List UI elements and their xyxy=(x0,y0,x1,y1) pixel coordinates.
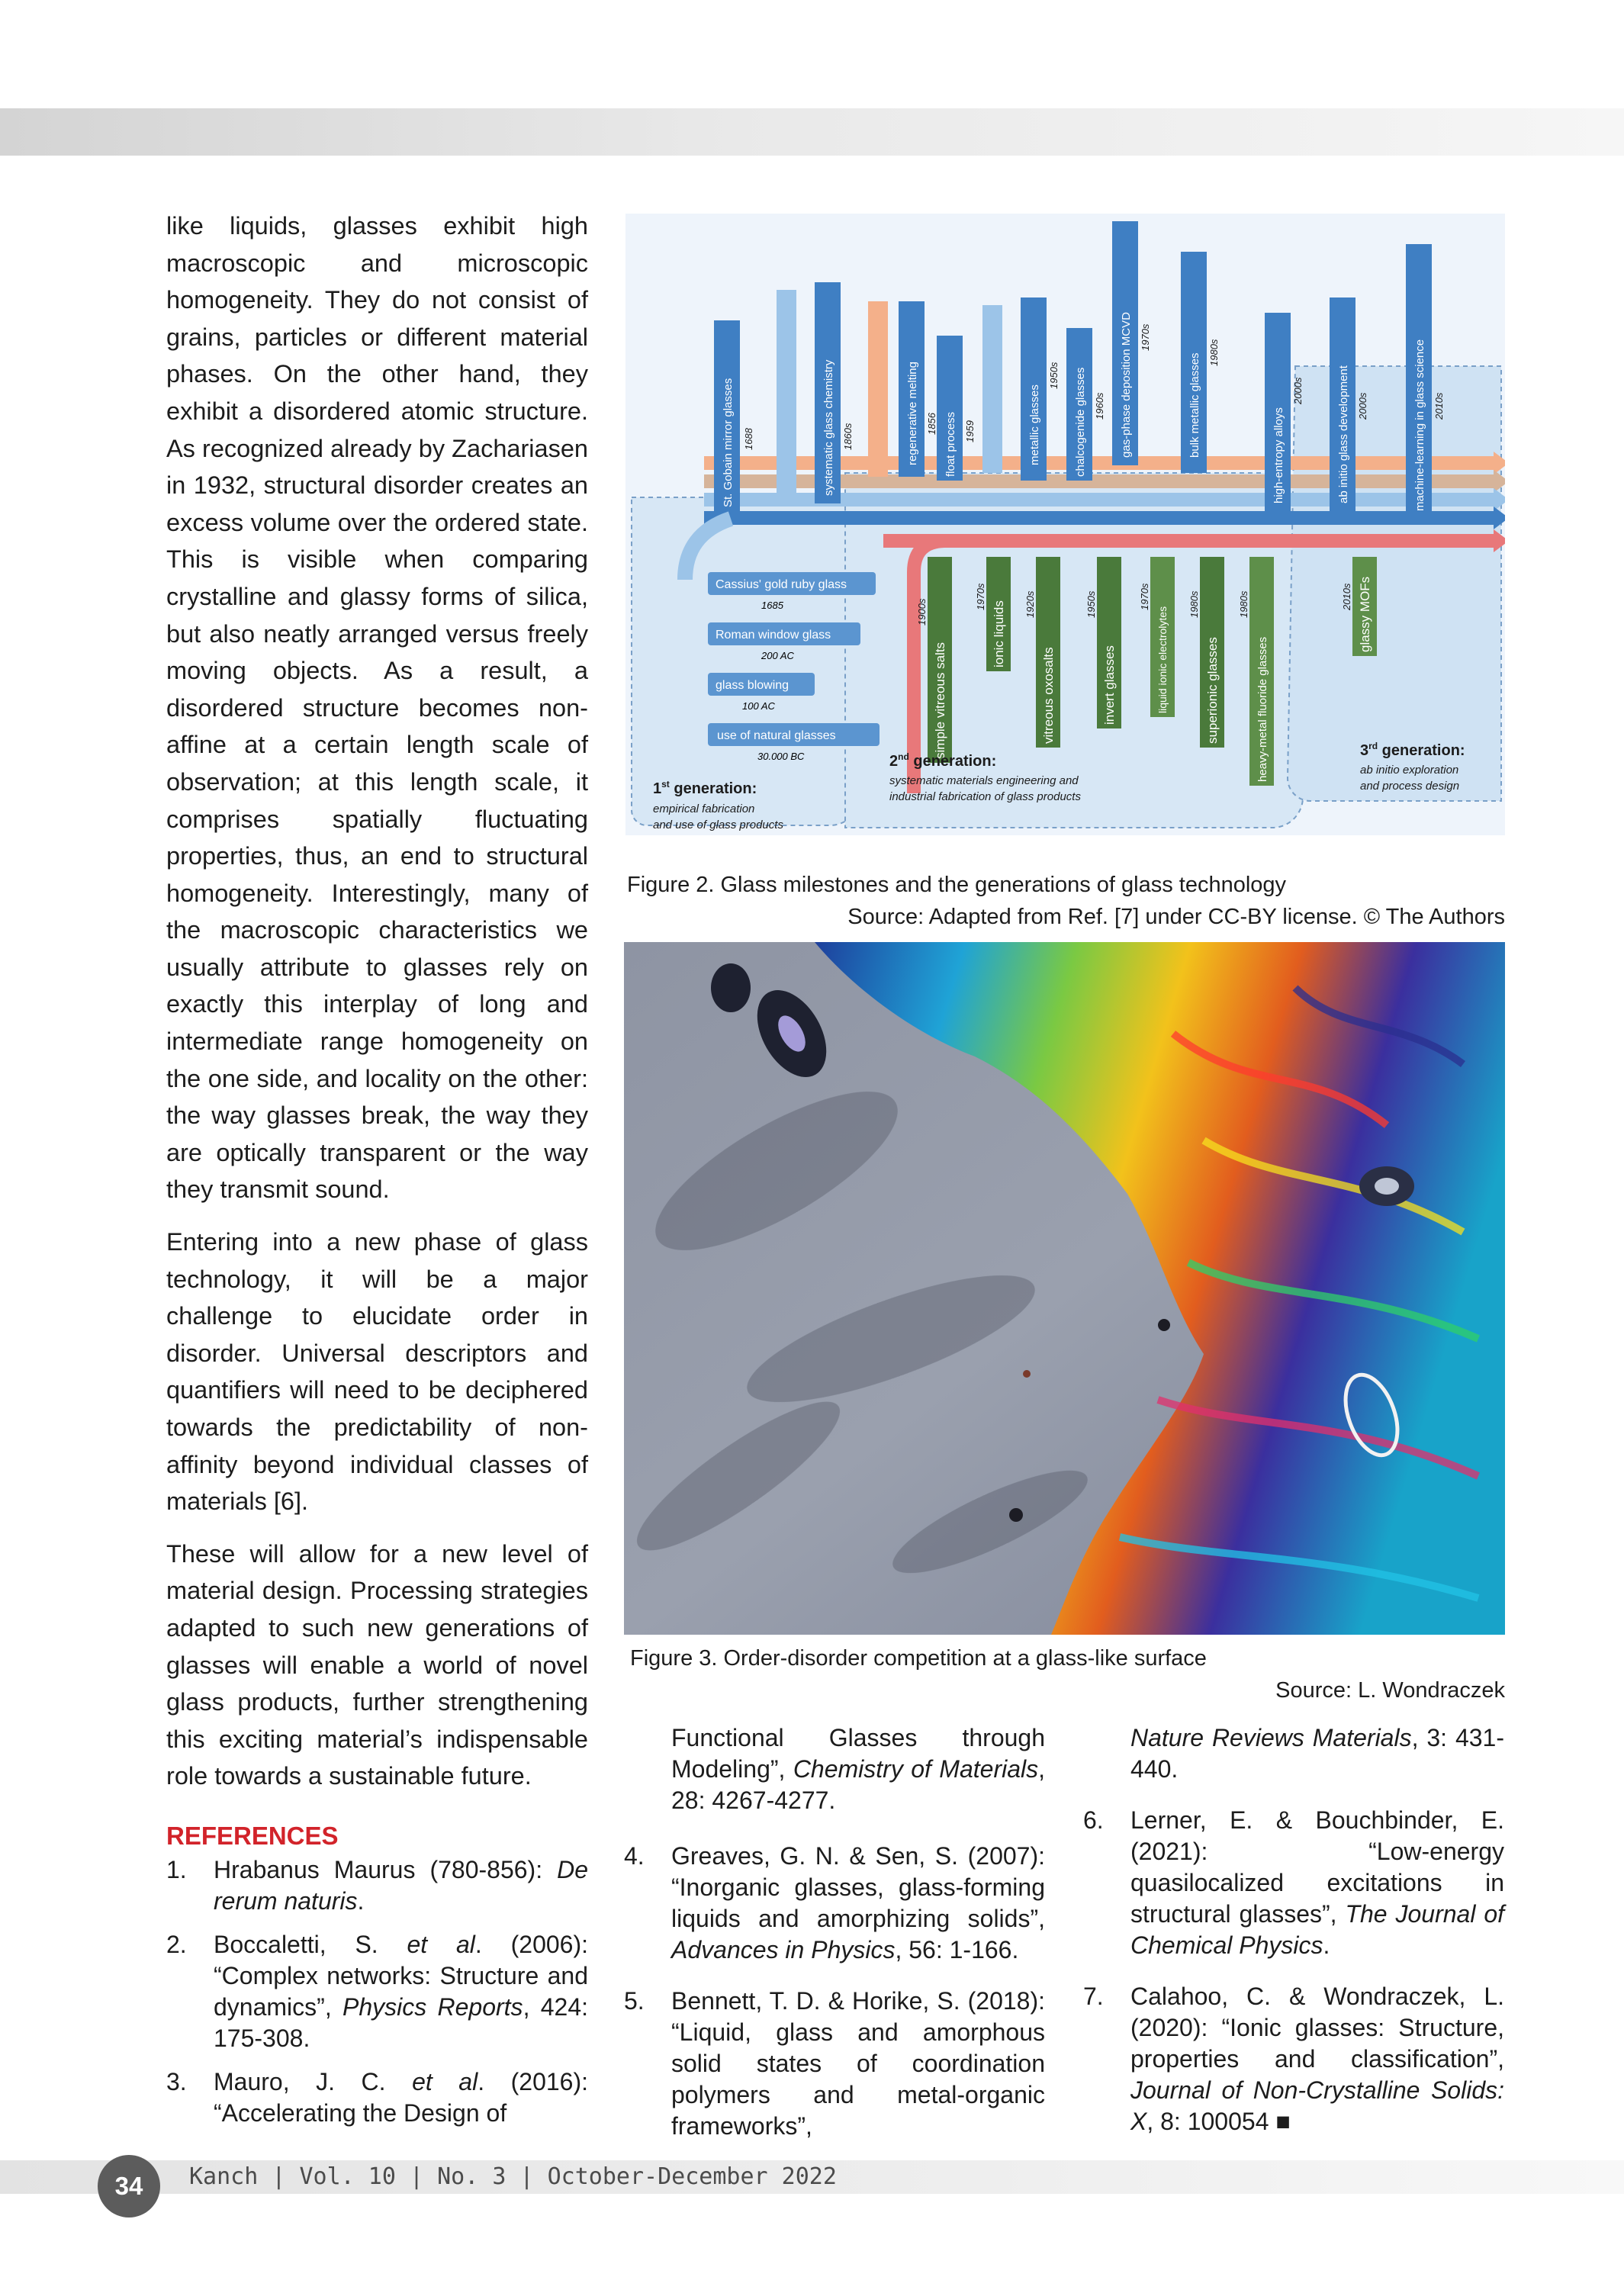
milestone-year: 1860s xyxy=(842,423,854,450)
milestone-label: ab initio glass development xyxy=(1337,365,1350,503)
milestone-label: gas-phase deposition MCVD xyxy=(1120,312,1133,458)
reference-4: 4. Greaves, G. N. & Sen, S. (2007): “Inorganic glasses, glass-forming liquids and amorphizing solids”, Advances in Physics, 56: 1-166. xyxy=(624,1842,1045,1963)
milestone-year: 1970s xyxy=(1140,323,1151,351)
body-paragraph: like liquids, glasses exhibit high macroscopic and microscopic homogeneity. They do not consist of grains, particles or different material phases. On the other hand, they exhibit a disordered atomic structure. As recognized already by Zachariasen in 1932, structural disorder creates an excess volume over the ordered state. This is visible when comparing crystalline and glassy forms of silica, but also neatly arranged versus freely moving objects. As a result, a disordered structure becomes non-affine at a certain length scale of observation; at this length scale, it comprises spatially fluctuating properties, thus, an end to structural homogeneity. Interestingly, many of the macroscopic characteristics we usually attribute to glasses rely on exactly this interplay of long and intermediate range homogeneity on the one side, and locality on the other: the way glasses break, the way they are optically transparent or the way they transmit sound. xyxy=(166,212,588,1204)
milestone-label: metallic glasses xyxy=(1028,384,1041,465)
second-gen-label: superionic glasses xyxy=(1205,637,1220,744)
body-paragraph: Entering into a new phase of glass technology, it will be a major challenge to elucidate order in disorder. Universal descriptors and quantifiers will need to be deciphered towards the predictability of non-affinity beyond individual classes of materials [6]. xyxy=(166,1228,588,1516)
svg-text:and process design: and process design xyxy=(1360,780,1460,793)
second-gen-label: vitreous oxosalts xyxy=(1041,647,1056,744)
gen3-title: 3rd generation: xyxy=(1360,741,1465,759)
second-gen-label: heavy-metal fluoride glasses xyxy=(1256,636,1269,782)
reference-1: 1. Hrabanus Maurus (780-856): De rerum naturis. xyxy=(166,1855,588,1915)
svg-text:ab initio exploration: ab initio exploration xyxy=(1360,764,1459,777)
figure-3-source: Source: L. Wondraczek xyxy=(1275,1678,1505,1703)
milestone-year: 1950s xyxy=(1048,362,1060,389)
second-gen-year: 1900s xyxy=(916,598,928,626)
figure-3-photo xyxy=(624,942,1505,1635)
milestone-label: machine-learning in glass science xyxy=(1413,339,1426,511)
second-gen-year: 1980s xyxy=(1188,590,1200,618)
svg-text:industrial fabrication of glas: industrial fabrication of glass products xyxy=(889,790,1081,803)
svg-text:empirical fabrication: empirical fabrication xyxy=(653,802,755,815)
reference-3: 3. Mauro, J. C. et al. (2016): “Accelerating the Design of xyxy=(166,2067,589,2127)
svg-text:and use of glass products: and use of glass products xyxy=(653,818,783,831)
first-gen-item: glass blowing xyxy=(716,679,789,692)
first-gen-item: Cassius' gold ruby glass xyxy=(716,578,847,591)
second-gen-year: 2010s xyxy=(1341,583,1352,610)
milestone-year: 2010s xyxy=(1433,392,1445,420)
reference-7: 7. Calahoo, C. & Wondraczek, L. (2020): “Ionic glasses: Structure, properties and classification”, Journal of Non-Crystalline Solids: X, 8: 100054 ■ xyxy=(1083,1983,1504,2135)
milestone-label: St. Gobain mirror glasses xyxy=(722,378,735,507)
first-gen-item: Roman window glass xyxy=(716,629,831,642)
references-column-3 xyxy=(1083,1722,1504,2137)
second-gen-year: 1920s xyxy=(1024,590,1036,618)
milestone-label: systematic glass chemistry xyxy=(822,359,835,496)
second-gen-label: simple vitreous salts xyxy=(933,642,947,759)
milestone-year: 1688 xyxy=(743,428,754,450)
second-gen-year: 1970s xyxy=(975,583,986,610)
milestone-year: 1980s xyxy=(1208,339,1220,366)
milestone-label: high-entropy alloys xyxy=(1272,407,1285,503)
second-gen-label: glassy MOFs xyxy=(1358,576,1372,652)
milestone-label: float process xyxy=(944,411,957,477)
reference-2: 2. Boccaletti, S. et al. (2006): “Complex networks: Structure and dynamics”, Physics Reports, 424: 175-308. xyxy=(166,1930,589,2052)
page-number: 34 xyxy=(98,2155,160,2218)
second-gen-year: 1980s xyxy=(1238,590,1249,618)
milestone-year: 2000s xyxy=(1357,392,1368,420)
figure-3-caption: Figure 3. Order-disorder competition at a glass-like surface xyxy=(630,1646,1207,1671)
first-gen-year: 1685 xyxy=(761,600,783,611)
second-gen-label: invert glasses xyxy=(1102,645,1117,725)
left-column xyxy=(166,207,588,2129)
footer-journal-info: Kanch | Vol. 10 | No. 3 | October-December 2022 xyxy=(189,2163,837,2190)
first-gen-item: use of natural glasses xyxy=(717,729,836,742)
header-band xyxy=(0,108,1624,156)
gen2-title: 2nd generation: xyxy=(889,751,997,770)
reference-5-continued: Nature Reviews Materials, 3: 431-440. xyxy=(1130,1724,1504,1783)
milestone-label: chalcogenide glasses xyxy=(1074,367,1087,477)
reference-6: 6. Lerner, E. & Bouchbinder, E. (2021): “Low-energy quasilocalized excitations in structural glasses”, The Journal of Chemical Physics. xyxy=(1083,1806,1505,1959)
milestone-label: bulk metallic glasses xyxy=(1188,352,1201,458)
second-gen-label: ionic liquids xyxy=(992,600,1006,667)
milestone-year: 2000s xyxy=(1292,377,1304,404)
gen1-title: 1st generation: xyxy=(653,779,757,797)
references-heading: REFERENCES xyxy=(166,1821,339,1850)
milestone-year: 1856 xyxy=(926,413,937,435)
first-gen-year: 30.000 BC xyxy=(757,751,805,762)
second-gen-year: 1950s xyxy=(1085,590,1097,618)
figure-2-timeline-diagram xyxy=(624,214,1505,858)
first-gen-year: 200 AC xyxy=(761,650,794,661)
body-paragraph: These will allow for a new level of material design. Processing strategies adapted to such new generations of glasses will enable a world of novel glass products, further strengthening this exciting material’s indispensable role towards a sustainable future. xyxy=(166,1539,588,1790)
reference-5: 5. Bennett, T. D. & Horike, S. (2018): “Liquid, glass and amorphous solid states of coordination polymers and metal-organic frameworks”, xyxy=(624,1987,1045,2140)
svg-text:systematic materials engineeri: systematic materials engineering and xyxy=(889,774,1079,787)
reference-3-continued: Functional Glasses through Modeling”, Chemistry of Materials, 28: 4267-4277. xyxy=(671,1724,1046,1814)
second-gen-year: 1970s xyxy=(1139,583,1150,610)
figure-2-source: Source: Adapted from Ref. [7] under CC-BY license. © The Authors xyxy=(847,905,1505,929)
figure-2-caption: Figure 2. Glass milestones and the generations of glass technology xyxy=(627,873,1287,897)
milestone-label: regenerative melting xyxy=(906,362,919,465)
milestone-year: 1959 xyxy=(964,420,976,442)
second-gen-label: liquid ionic electrolytes xyxy=(1156,606,1169,713)
milestone-year: 1960s xyxy=(1094,392,1105,420)
references-column-2 xyxy=(624,1722,1045,2142)
first-gen-year: 100 AC xyxy=(742,700,775,712)
